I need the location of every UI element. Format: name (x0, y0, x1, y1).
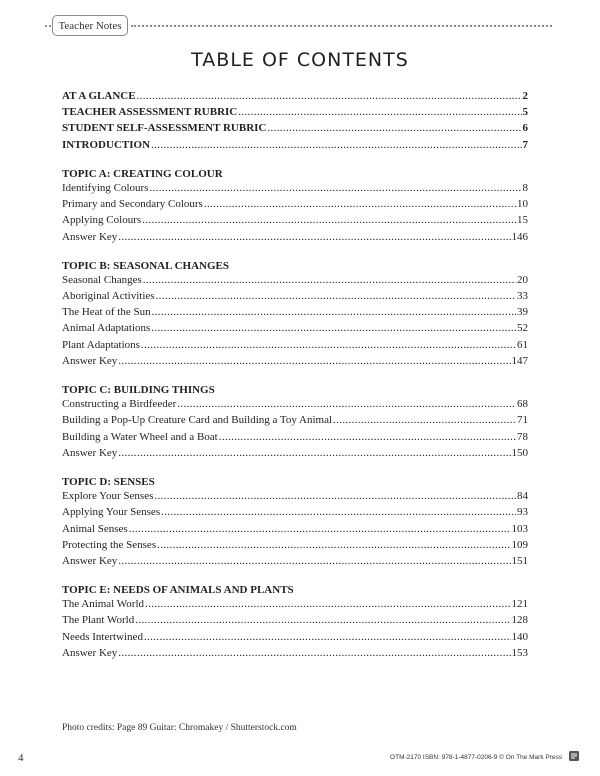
toc-entry (62, 490, 528, 506)
toc-entry (62, 182, 528, 198)
dot-leader (161, 506, 516, 518)
toc-entry (62, 523, 528, 539)
toc-entry-title: Protecting the Senses (62, 538, 157, 551)
toc-entry-page: 8 (522, 181, 528, 194)
toc-entry-page: 147 (511, 354, 528, 367)
dot-leader (118, 555, 510, 567)
dot-leader (238, 106, 521, 118)
toc-entry-page: 151 (511, 554, 528, 567)
toc-entry (62, 139, 528, 155)
dot-leader (151, 322, 516, 334)
toc-entry-title: The Plant World (62, 614, 135, 627)
toc-entry-page: 128 (511, 614, 528, 627)
toc-entry (62, 290, 528, 306)
toc-entry-page: 68 (517, 398, 528, 411)
toc-entry-page: 20 (517, 273, 528, 286)
toc-entry-page: 71 (517, 414, 528, 427)
toc-entry-title: Seasonal Changes (62, 273, 142, 286)
toc-topic-section (62, 382, 528, 463)
toc-entry-title: Animal Adaptations (62, 322, 151, 335)
toc-entry (62, 322, 528, 338)
toc-entry-title: Building a Water Wheel and a Boat (62, 430, 218, 443)
toc-entry-title: AT A GLANCE (62, 90, 136, 102)
toc-entry (62, 539, 528, 555)
dot-leader (156, 290, 516, 302)
toc-entry (62, 214, 528, 230)
page-title: TABLE OF CONTENTS (191, 49, 409, 71)
toc-entry (62, 447, 528, 463)
toc-entry-page: 109 (511, 538, 528, 551)
dot-leader (118, 355, 510, 367)
toc-entry-page: 5 (522, 106, 528, 119)
toc-entry (62, 106, 528, 122)
toc-entry (62, 274, 528, 290)
toc-entry (62, 614, 528, 630)
toc-entry-page: 103 (511, 522, 528, 535)
toc-entry-title: Needs Intertwined (62, 630, 143, 643)
toc-entry-title: Answer Key (62, 230, 118, 243)
topic-heading: TOPIC B: SEASONAL CHANGES (62, 259, 229, 272)
toc-entry-title: Answer Key (62, 554, 118, 567)
dot-leader (118, 647, 510, 659)
toc-entry-page: 153 (511, 646, 528, 659)
toc-entry-page: 61 (517, 338, 528, 351)
toc-entry (62, 306, 528, 322)
dot-leader (135, 614, 510, 626)
toc-entry (62, 231, 528, 247)
toc-entry-title: The Animal World (62, 598, 145, 611)
toc-entry-title: Answer Key (62, 646, 118, 659)
header-rule-left (45, 25, 51, 27)
dot-leader (204, 198, 516, 210)
toc-entry (62, 339, 528, 355)
dot-leader (118, 447, 510, 459)
toc-entry (62, 647, 528, 663)
toc-entry-title: Constructing a Birdfeeder (62, 398, 177, 411)
toc-entry (62, 355, 528, 371)
page-number: 4 (18, 752, 24, 764)
topic-heading: TOPIC E: NEEDS OF ANIMALS AND PLANTS (62, 584, 294, 597)
toc-entry (62, 598, 528, 614)
toc-entry-title: Explore Your Senses (62, 490, 154, 503)
footer-code: OTM-2170 ISBN: 978-1-4877-0206-9 © On The Mark Press (390, 754, 562, 761)
toc-entry-title: Applying Your Senses (62, 506, 161, 519)
dot-leader (157, 539, 510, 551)
toc-entry (62, 198, 528, 214)
toc-entry-title: TEACHER ASSESSMENT RUBRIC (62, 106, 238, 119)
topic-heading: TOPIC A: CREATING COLOUR (62, 167, 223, 180)
dot-leader (141, 339, 516, 351)
toc-entry-page: 93 (517, 506, 528, 519)
toc-entry-page: 140 (511, 630, 528, 643)
toc-intro-section (62, 90, 528, 155)
toc-entry-page: 78 (517, 430, 528, 443)
toc-entry (62, 506, 528, 522)
toc-entry (62, 90, 528, 106)
dot-leader (149, 182, 521, 194)
dot-leader (219, 431, 516, 443)
dot-leader (137, 90, 522, 102)
toc-entry (62, 631, 528, 647)
header-rule (131, 25, 552, 27)
dot-leader (145, 598, 510, 610)
toc-entry (62, 431, 528, 447)
toc-entry-page: 121 (511, 598, 528, 611)
toc-entry-page: 150 (511, 446, 528, 459)
toc-entry-title: Plant Adaptations (62, 338, 140, 351)
toc-entry-page: 2 (522, 90, 528, 102)
book-icon (568, 750, 580, 762)
toc-entry-page: 39 (517, 306, 528, 319)
photo-credits: Photo credits: Page 89 Guitar: Chromakey / Shutterstock.com (62, 723, 297, 733)
dot-leader (152, 306, 516, 318)
dot-leader (118, 231, 510, 243)
toc-entry-page: 84 (517, 490, 528, 503)
dot-leader (154, 490, 516, 502)
dot-leader (142, 214, 516, 226)
toc-entry-title: Answer Key (62, 446, 118, 459)
dot-leader (333, 414, 516, 426)
toc-topic-section (62, 582, 528, 663)
toc-entry-title: The Heat of the Sun (62, 306, 151, 319)
toc-entry-title: INTRODUCTION (62, 138, 151, 151)
toc-entry-title: Aboriginal Activities (62, 290, 155, 303)
toc-entry-page: 10 (517, 198, 528, 211)
toc-entry-page: 146 (511, 230, 528, 243)
toc-entry-page: 52 (517, 322, 528, 335)
toc-entry (62, 555, 528, 571)
toc-entry-title: STUDENT SELF-ASSESSMENT RUBRIC (62, 122, 267, 135)
toc-entry-title: Animal Senses (62, 522, 128, 535)
toc-entry-title: Building a Pop-Up Creature Card and Building a Toy Animal (62, 414, 333, 427)
toc-entry-title: Applying Colours (62, 214, 142, 227)
topic-heading: TOPIC D: SENSES (62, 475, 155, 488)
toc-entry-title: Identifying Colours (62, 181, 149, 194)
teacher-notes-tab: Teacher Notes (52, 15, 128, 36)
dot-leader (129, 523, 511, 535)
dot-leader (267, 122, 521, 134)
toc-topics (62, 166, 528, 663)
topic-heading: TOPIC C: BUILDING THINGS (62, 384, 215, 396)
toc-entry-page: 7 (522, 138, 528, 151)
dot-leader (177, 398, 516, 410)
dot-leader (144, 631, 511, 643)
toc-entry-page: 6 (522, 122, 528, 135)
table-of-contents (62, 90, 528, 674)
dot-leader (151, 139, 521, 151)
dot-leader (143, 274, 516, 286)
toc-entry (62, 398, 528, 414)
toc-entry-title: Primary and Secondary Colours (62, 198, 203, 211)
toc-topic-section (62, 258, 528, 371)
toc-entry (62, 122, 528, 138)
toc-topic-section (62, 166, 528, 247)
toc-entry-page: 33 (517, 290, 528, 303)
toc-entry (62, 414, 528, 430)
toc-entry-page: 15 (517, 214, 528, 227)
toc-topic-section (62, 474, 528, 571)
toc-entry-title: Answer Key (62, 354, 118, 367)
